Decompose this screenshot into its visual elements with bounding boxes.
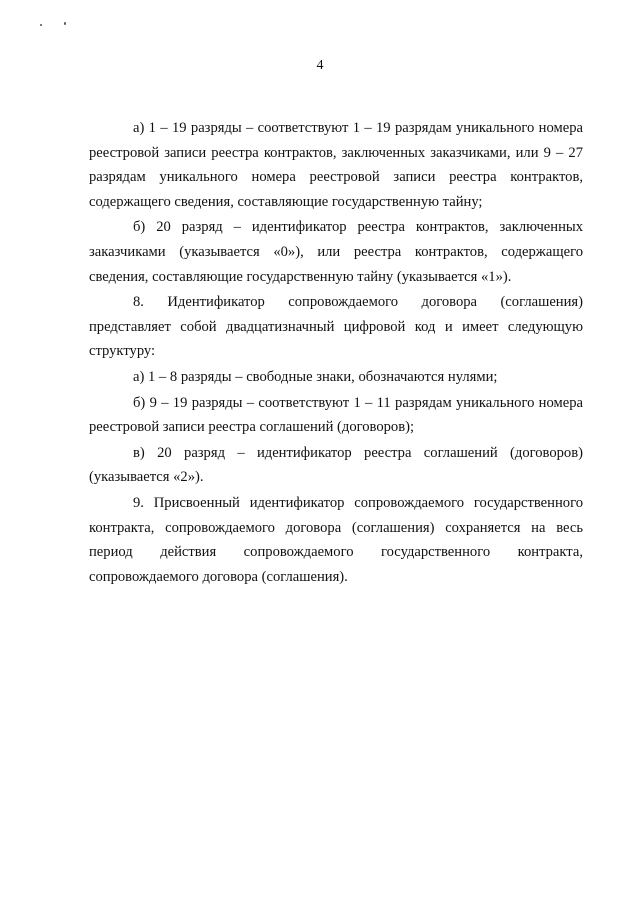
- paragraph-8a: а) 1 – 8 разряды – свободные знаки, обозначаются нулями;: [133, 368, 498, 385]
- page-number: 4: [316, 58, 324, 73]
- scan-speck: [40, 24, 42, 26]
- paragraph-7a: а) 1 – 19 разряды – соответствуют 1 – 19 разрядам уникального номера реестровой записи реестра контрактов, заключенных заказчиками, или 9 – 27 разрядам уникального номера реестровой записи реестра контрактов, содержащего сведения, составляющие государственную тайну;: [89, 120, 583, 210]
- paragraph-8: 8. Идентификатор сопровождаемого договора (соглашения) представляет собой двадцатизначный цифровой код и имеет следующую структуру:: [89, 294, 583, 360]
- paragraph-8b: б) 9 – 19 разряды – соответствуют 1 – 11 разрядам уникального номера реестровой записи реестра соглашений (договоров);: [89, 394, 583, 436]
- paragraph-9: 9. Присвоенный идентификатор сопровождаемого государственного контракта, сопровождаемого договора (соглашения) сохраняется на весь период действия сопровождаемого государственного контракта, сопровождаемого договора (соглашения).: [89, 494, 583, 585]
- paragraph-8c: в) 20 разряд – идентификатор реестра соглашений (договоров) (указывается «2»).: [89, 444, 583, 486]
- paragraph-7b: б) 20 разряд – идентификатор реестра контрактов, заключенных заказчиками (указывается «0»), или реестра контрактов, содержащего сведения, составляющие государственную тайну (указывается «1»).: [89, 219, 583, 285]
- document-body: [89, 116, 583, 589]
- scan-speck: [64, 22, 66, 25]
